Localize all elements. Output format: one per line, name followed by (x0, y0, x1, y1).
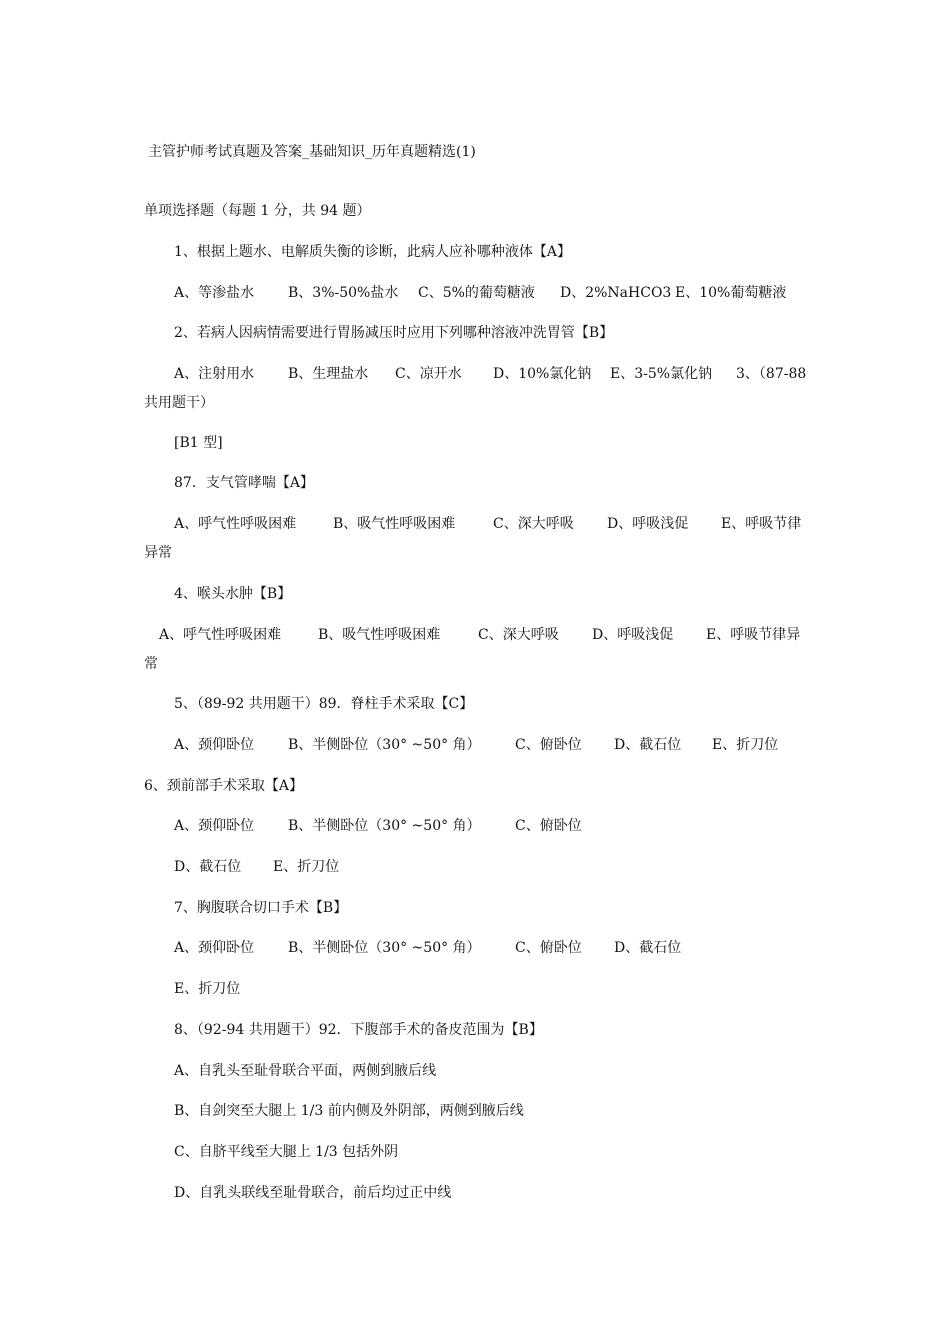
q1-option-c: C、5%的葡萄糖液 (418, 285, 535, 301)
q4-option-c: C、深大呼吸 (478, 627, 559, 643)
q8-option-a: A、自乳头至耻骨联合平面，两侧到腋后线 (174, 1063, 437, 1079)
q8-option-d: D、自乳头联线至耻骨联合，前后均过正中线 (174, 1185, 452, 1201)
question-3-start: 3、（87-88 (736, 366, 807, 382)
q7-option-b: B、半侧卧位（30° ~50° 角） (288, 940, 481, 956)
q4-option-b: B、吸气性呼吸困难 (318, 627, 441, 643)
question-6-stem: 6、颈前部手术采取【A】 (144, 778, 304, 794)
q1-option-d: D、2%NaHCO3 (560, 285, 672, 301)
q4-continuation: 常 (144, 656, 158, 672)
q1-option-b: B、3%-50%盐水 (288, 285, 399, 301)
q7-option-d: D、截石位 (614, 940, 682, 956)
question-3-continuation: 共用题干） (144, 395, 214, 411)
q6-option-e: E、折刀位 (273, 859, 340, 875)
question-8-stem: 8、（92-94 共用题干）92．下腹部手术的备皮范围为【B】 (174, 1022, 543, 1038)
question-87-stem: 87．支气管哮喘【A】 (174, 475, 314, 491)
q6-option-a: A、颈仰卧位 (174, 818, 255, 834)
q2-option-e: E、3-5%氯化钠 (610, 366, 713, 382)
q8-option-c: C、自脐平线至大腿上 1/3 包括外阴 (174, 1144, 399, 1160)
q5-option-d: D、截石位 (614, 737, 682, 753)
q2-option-c: C、凉开水 (395, 366, 462, 382)
q2-option-a: A、注射用水 (174, 366, 255, 382)
q2-option-d: D、10%氯化钠 (493, 366, 592, 382)
q6-option-d: D、截石位 (174, 859, 242, 875)
q2-option-b: B、生理盐水 (288, 366, 369, 382)
question-5-stem: 5、（89-92 共用题干）89．脊柱手术采取【C】 (174, 696, 474, 712)
doc-title: 主管护师考试真题及答案_基础知识_历年真题精选(1) (148, 144, 476, 160)
q1-option-e: E、10%葡萄糖液 (675, 285, 787, 301)
q1-option-a: A、等渗盐水 (174, 285, 255, 301)
q87-option-e: E、呼吸节律 (721, 516, 802, 532)
q87-option-c: C、深大呼吸 (493, 516, 574, 532)
question-7-stem: 7、胸腹联合切口手术【B】 (174, 900, 348, 916)
q4-option-a: A、呼气性呼吸困难 (159, 627, 282, 643)
q6-option-b: B、半侧卧位（30° ~50° 角） (288, 818, 481, 834)
q5-option-e: E、折刀位 (712, 737, 779, 753)
q87-continuation: 异常 (144, 545, 172, 561)
q87-option-b: B、吸气性呼吸困难 (333, 516, 456, 532)
q7-option-e: E、折刀位 (174, 981, 241, 997)
q87-option-d: D、呼吸浅促 (607, 516, 689, 532)
q5-option-c: C、俯卧位 (515, 737, 582, 753)
section-heading: 单项选择题（每题 1 分，共 94 题） (144, 203, 371, 219)
q5-option-a: A、颈仰卧位 (174, 737, 255, 753)
q4-option-d: D、呼吸浅促 (592, 627, 674, 643)
q7-option-c: C、俯卧位 (515, 940, 582, 956)
q87-option-a: A、呼气性呼吸困难 (174, 516, 297, 532)
question-1-stem: 1、根据上题水、电解质失衡的诊断，此病人应补哪种液体【A】 (174, 244, 572, 260)
q4-option-e: E、呼吸节律异 (706, 627, 801, 643)
q6-option-c: C、俯卧位 (515, 818, 582, 834)
q8-option-b: B、自剑突至大腿上 1/3 前内侧及外阴部，两侧到腋后线 (174, 1103, 524, 1119)
question-2-stem: 2、若病人因病情需要进行胃肠减压时应用下列哪种溶液冲洗胃管【B】 (174, 325, 614, 341)
b1-type-label: [B1 型] (174, 435, 223, 451)
q5-option-b: B、半侧卧位（30° ~50° 角） (288, 737, 481, 753)
question-4-stem: 4、喉头水肿【B】 (174, 586, 292, 602)
q7-option-a: A、颈仰卧位 (174, 940, 255, 956)
